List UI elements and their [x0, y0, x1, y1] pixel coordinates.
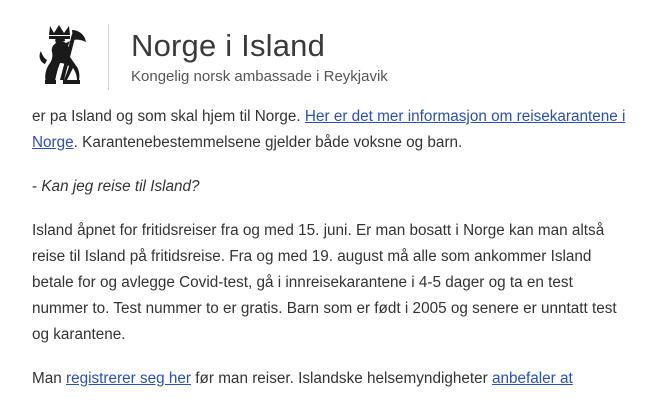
top-strip — [0, 0, 650, 8]
paragraph-question-heading — [32, 174, 632, 200]
question-dash: - — [32, 178, 42, 195]
paragraph4-text-middle: før man reiser. Islandske helsemyndigheter — [191, 370, 492, 387]
site-title: Norge i Island — [131, 28, 326, 63]
paragraph4-text-start: Man — [32, 370, 67, 387]
header-divider — [108, 24, 109, 90]
paragraph-quarantine-info — [32, 104, 632, 156]
question-text: Kan jeg reise til Island? — [41, 178, 200, 195]
link-recommendation[interactable]: anbefaler at — [491, 370, 573, 387]
paragraph1-text-after: . Karantenebestemmelsene gjelder både voksne og barn. — [73, 134, 463, 151]
article-content — [0, 104, 650, 392]
site-subtitle: Kongelig norsk ambassade i Reykjavik — [131, 68, 388, 85]
site-header — [0, 8, 650, 104]
paragraph-registration — [32, 366, 632, 392]
link-quarantine-info[interactable]: Her er det mer informasjon om reisekarantene i Norge — [32, 108, 626, 151]
norwegian-lion-crest-icon — [34, 20, 90, 94]
link-register-here[interactable]: registrerer seg her — [66, 370, 191, 387]
paragraph1-text-before: er pa Island og som skal hjem til Norge. — [32, 108, 305, 125]
header-titles — [131, 27, 388, 87]
paragraph-island-rules: Island åpnet for fritidsreiser fra og med 15. juni. Er man bosatt i Norge kan man altså reise til Island på fritidsreise. Fra og med 19. august må alle som ankommer Island betale for og avlegge Covid-test, gå i innreisekarantene i 4-5 dager og ta en test nummer to. Test nummer to er gratis. Barn som er født i 2005 og senere er unntatt test og karantene. — [32, 222, 617, 343]
